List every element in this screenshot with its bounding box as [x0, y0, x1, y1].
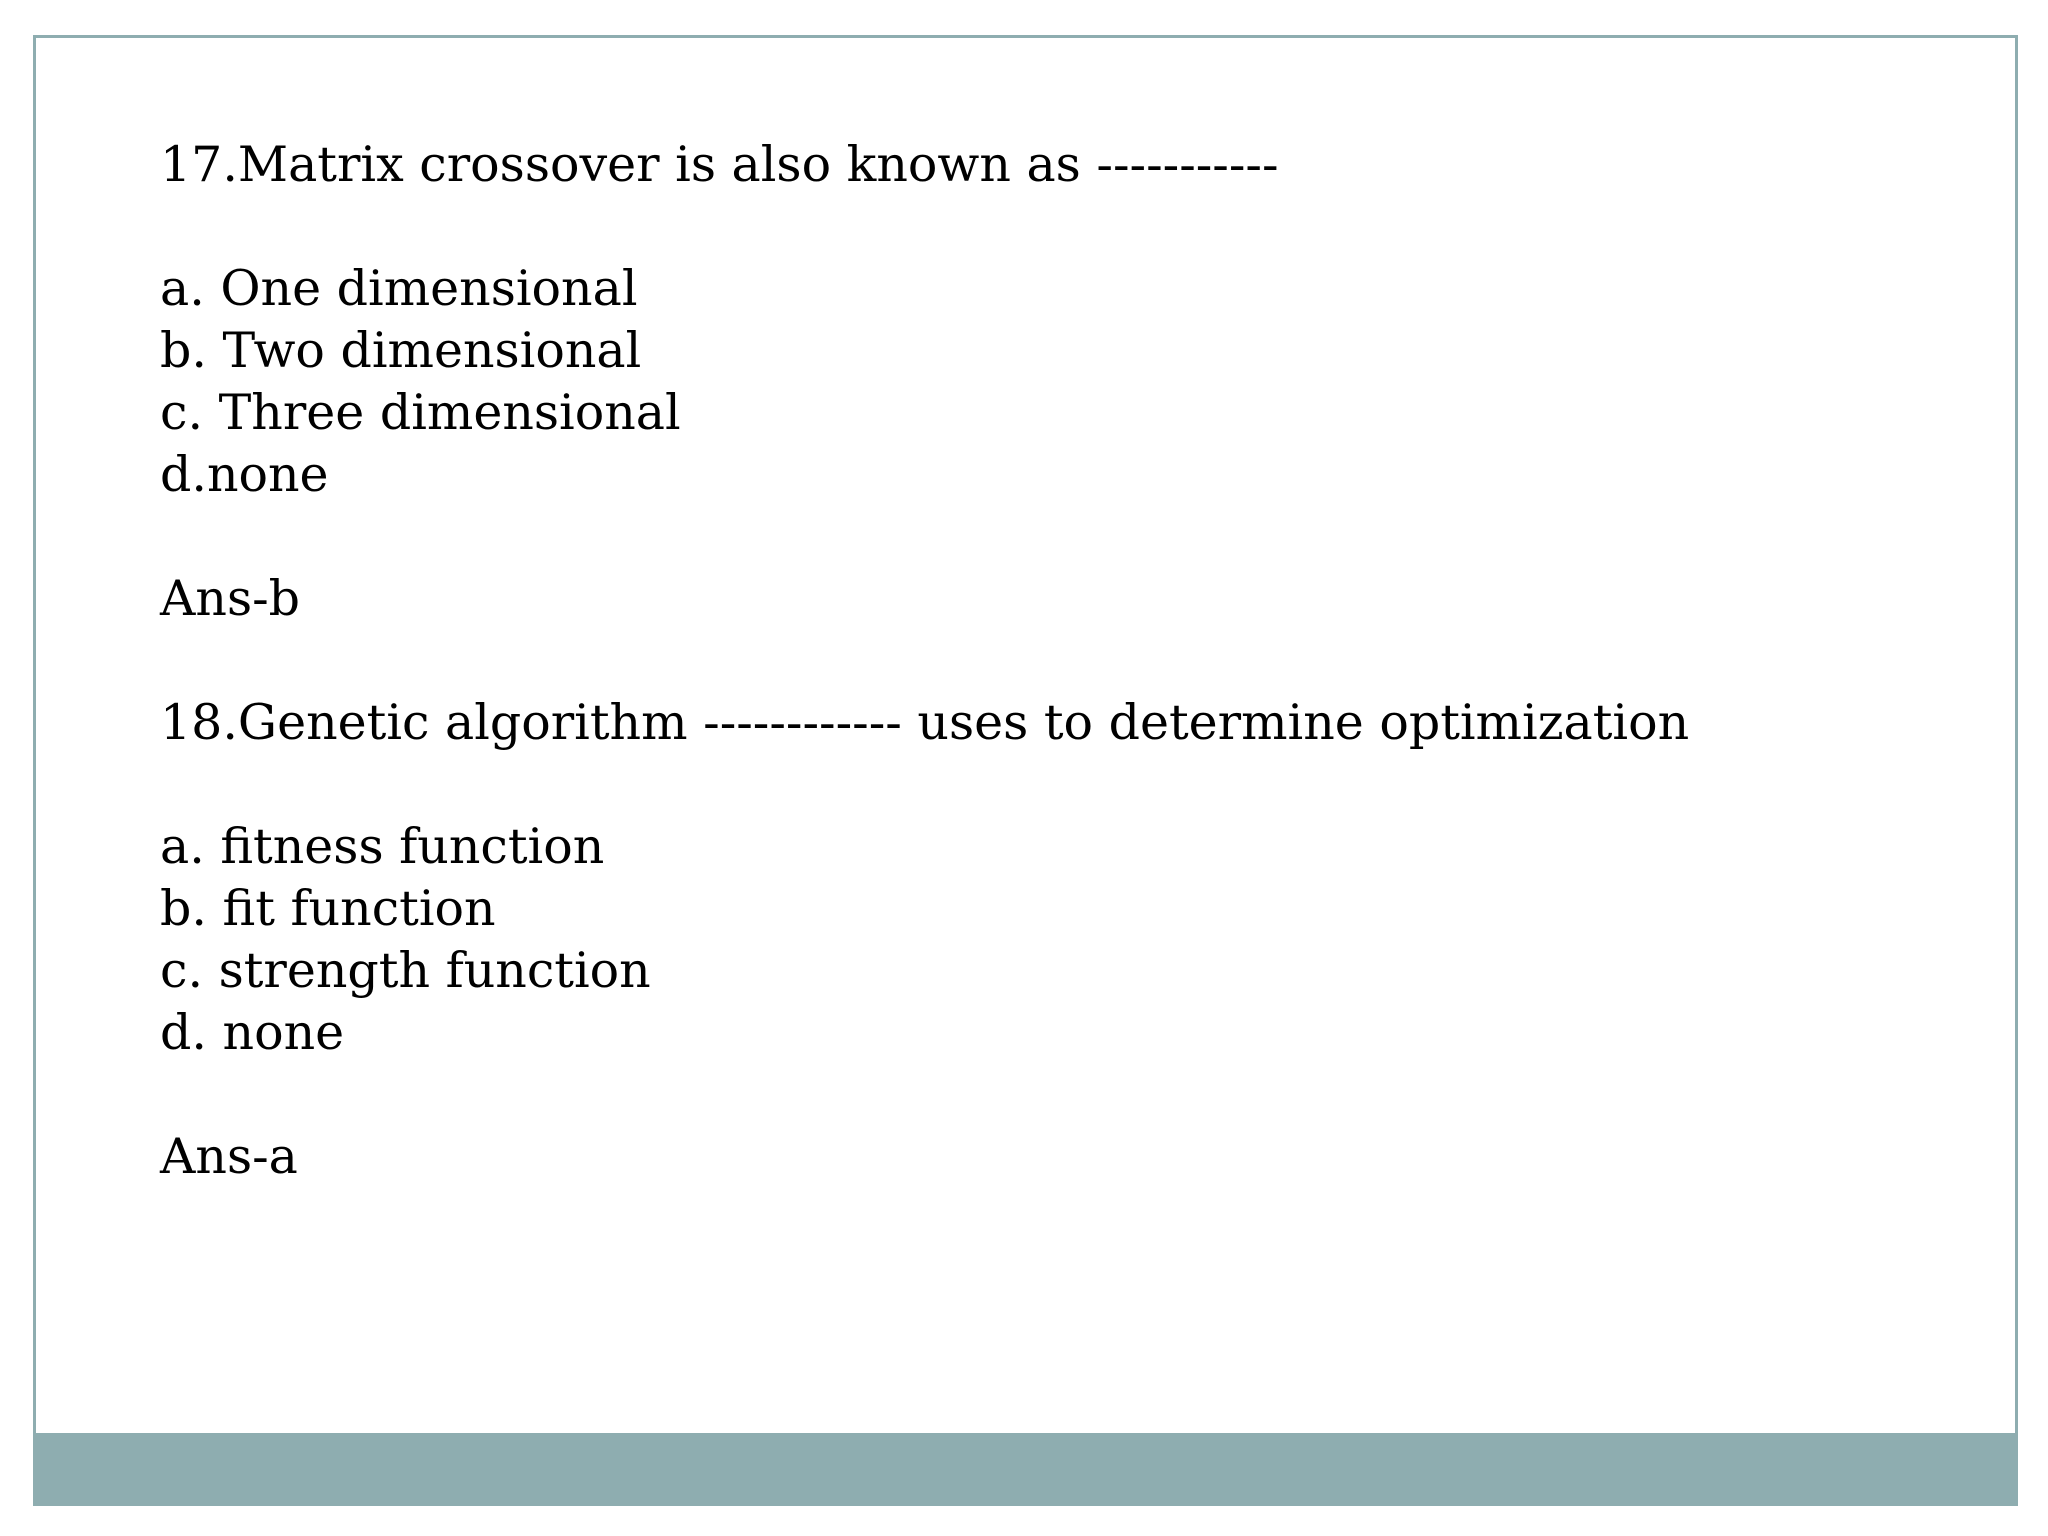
question-17-text: 17.Matrix crossover is also known as ----------- [160, 136, 1279, 193]
question-17-option-d: d.none [160, 446, 329, 503]
question-18-option-a: a. fitness function [160, 818, 605, 875]
question-18-answer: Ans-a [160, 1128, 298, 1185]
question-17-option-c: c. Three dimensional [160, 384, 681, 441]
spacer [160, 754, 1980, 816]
slide-frame [33, 35, 2018, 1506]
question-17-answer: Ans-b [160, 570, 301, 627]
spacer [160, 506, 1980, 568]
slide-content [160, 134, 1980, 1188]
question-17-option-b: b. Two dimensional [160, 322, 642, 379]
question-18-option-b: b. fit function [160, 880, 496, 937]
spacer [160, 630, 1980, 692]
slide-footer-bar [36, 1433, 2015, 1503]
spacer [160, 196, 1980, 258]
question-18-text: 18.Genetic algorithm ------------ uses to determine optimization [160, 694, 1690, 751]
question-17-option-a: a. One dimensional [160, 260, 638, 317]
question-18-option-c: c. strength function [160, 942, 651, 999]
question-18-option-d: d. none [160, 1004, 345, 1061]
spacer [160, 1064, 1980, 1126]
